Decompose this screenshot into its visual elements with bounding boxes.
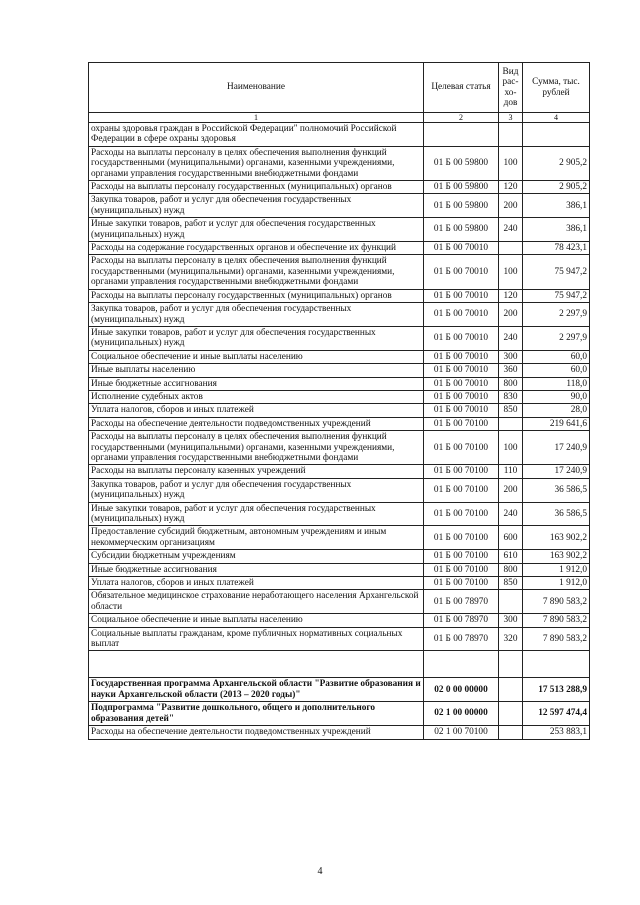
cell-code: 01 Б 00 70010 (424, 377, 499, 390)
table-row (89, 255, 590, 289)
cell-sum: 75 947,2 (523, 255, 590, 289)
table-row (89, 123, 590, 147)
cell-sum: 7 890 583,2 (523, 614, 590, 627)
table-row (89, 242, 590, 255)
cell-code: 01 Б 00 59800 (424, 146, 499, 180)
cell-code: 01 Б 00 78970 (424, 627, 499, 651)
cell-sum: 17 240,9 (523, 431, 590, 465)
cell-name (89, 651, 424, 678)
cell-vid: 830 (499, 390, 523, 403)
cell-sum: 17 240,9 (523, 465, 590, 478)
cell-code: 01 Б 00 70100 (424, 465, 499, 478)
cell-name: Социальные выплаты гражданам, кроме публичных нормативных социальных выплат (89, 627, 424, 651)
cell-code: 01 Б 00 70010 (424, 303, 499, 327)
cell-vid (499, 651, 523, 678)
cell-name: Обязательное медицинское страхование неработающего населения Архангельской области (89, 590, 424, 614)
cell-sum: 90,0 (523, 390, 590, 403)
table-row (89, 550, 590, 563)
cell-name: Подпрограмма "Развитие дошкольного, общего и дополнительного образования детей" (89, 702, 424, 726)
cell-name: Расходы на выплаты персоналу в целях обеспечения выполнения функций государственными (муниципальными) органами, казенными учреждениями, органами управления государственными внебюджетными фондами (89, 255, 424, 289)
cell-sum: 12 597 474,4 (523, 702, 590, 726)
cell-code: 01 Б 00 70010 (424, 350, 499, 363)
cell-sum: 28,0 (523, 404, 590, 417)
cell-vid (499, 702, 523, 726)
cell-name: Государственная программа Архангельской области "Развитие образования и науки Архангельской области (2013 – 2020 годы)" (89, 678, 424, 702)
cell-vid (499, 590, 523, 614)
cell-vid: 200 (499, 194, 523, 218)
cell-sum: 1 912,0 (523, 577, 590, 590)
cell-sum: 78 423,1 (523, 242, 590, 255)
table-row (89, 417, 590, 430)
cell-name: Расходы на выплаты персоналу в целях обеспечения выполнения функций государственными (муниципальными) органами, казенными учреждениями, органами управления государственными внебюджетными фондами (89, 146, 424, 180)
cell-vid: 100 (499, 431, 523, 465)
table-row (89, 651, 590, 678)
cell-vid: 240 (499, 502, 523, 526)
cell-code: 01 Б 00 70100 (424, 526, 499, 550)
cell-vid: 300 (499, 614, 523, 627)
cell-code: 02 1 00 70100 (424, 726, 499, 739)
cell-vid: 850 (499, 577, 523, 590)
cell-sum: 1 912,0 (523, 563, 590, 576)
table-row (89, 326, 590, 350)
cell-name: Уплата налогов, сборов и иных платежей (89, 404, 424, 417)
cell-vid (499, 678, 523, 702)
cell-name: Расходы на выплаты персоналу государственных (муниципальных) органов (89, 181, 424, 194)
header-name: Наименование (89, 63, 424, 113)
page-number: 4 (317, 866, 323, 877)
cell-sum: 118,0 (523, 377, 590, 390)
cell-vid: 100 (499, 146, 523, 180)
cell-code: 01 Б 00 59800 (424, 181, 499, 194)
cell-name: Иные закупки товаров, работ и услуг для обеспечения государственных (муниципальных) нужд (89, 218, 424, 242)
cell-code (424, 651, 499, 678)
table-row (89, 702, 590, 726)
cell-vid: 800 (499, 377, 523, 390)
cell-vid: 300 (499, 350, 523, 363)
table-body (89, 123, 590, 740)
table-row (89, 194, 590, 218)
cell-code: 02 1 00 00000 (424, 702, 499, 726)
cell-vid (499, 417, 523, 430)
cell-code: 01 Б 00 70010 (424, 364, 499, 377)
cell-code (424, 123, 499, 147)
cell-name: Расходы на выплаты персоналу в целях обеспечения выполнения функций государственными (муниципальными) органами, казенными учреждениями, органами управления государственными внебюджетными фондами (89, 431, 424, 465)
cell-name: Расходы на содержание государственных органов и обеспечение их функций (89, 242, 424, 255)
cell-vid: 800 (499, 563, 523, 576)
column-number: 3 (499, 113, 523, 123)
cell-vid: 120 (499, 181, 523, 194)
cell-code: 01 Б 00 70010 (424, 289, 499, 302)
cell-name: Субсидии бюджетным учреждениям (89, 550, 424, 563)
cell-code: 01 Б 00 78970 (424, 590, 499, 614)
table-row (89, 218, 590, 242)
cell-vid: 320 (499, 627, 523, 651)
table-row (89, 726, 590, 739)
cell-vid: 610 (499, 550, 523, 563)
cell-name: охраны здоровья граждан в Российской Федерации" полномочий Российской Федерации в сфере охраны здоровья (89, 123, 424, 147)
cell-code: 01 Б 00 70010 (424, 326, 499, 350)
cell-name: Закупка товаров, работ и услуг для обеспечения государственных (муниципальных) нужд (89, 303, 424, 327)
cell-vid: 360 (499, 364, 523, 377)
table-row (89, 590, 590, 614)
column-number: 1 (89, 113, 424, 123)
cell-code: 01 Б 00 70010 (424, 404, 499, 417)
cell-vid: 100 (499, 255, 523, 289)
cell-sum (523, 651, 590, 678)
table-row (89, 303, 590, 327)
cell-sum: 60,0 (523, 350, 590, 363)
cell-vid: 850 (499, 404, 523, 417)
table-row (89, 563, 590, 576)
cell-name: Иные закупки товаров, работ и услуг для обеспечения государственных (муниципальных) нужд (89, 326, 424, 350)
cell-sum: 7 890 583,2 (523, 590, 590, 614)
cell-name: Иные закупки товаров, работ и услуг для обеспечения государственных (муниципальных) нужд (89, 502, 424, 526)
cell-sum: 253 883,1 (523, 726, 590, 739)
table-row (89, 627, 590, 651)
cell-sum: 163 902,2 (523, 550, 590, 563)
cell-name: Социальное обеспечение и иные выплаты населению (89, 350, 424, 363)
cell-name: Иные бюджетные ассигнования (89, 377, 424, 390)
table-row (89, 146, 590, 180)
header-sum: Сумма, тыс. рублей (523, 63, 590, 113)
table-row (89, 577, 590, 590)
cell-name: Исполнение судебных актов (89, 390, 424, 403)
cell-name: Иные бюджетные ассигнования (89, 563, 424, 576)
cell-sum: 2 297,9 (523, 326, 590, 350)
cell-code: 01 Б 00 70010 (424, 255, 499, 289)
table-row (89, 390, 590, 403)
cell-name: Расходы на обеспечение деятельности подведомственных учреждений (89, 417, 424, 430)
cell-name: Предоставление субсидий бюджетным, автономным учреждениям и иным некоммерческим организациям (89, 526, 424, 550)
cell-code: 01 Б 00 59800 (424, 218, 499, 242)
cell-sum: 36 586,5 (523, 478, 590, 502)
cell-sum: 386,1 (523, 194, 590, 218)
table-row (89, 614, 590, 627)
column-number: 2 (424, 113, 499, 123)
table-row (89, 364, 590, 377)
cell-code: 01 Б 00 70100 (424, 417, 499, 430)
table-row (89, 502, 590, 526)
budget-table (88, 62, 590, 740)
cell-code: 01 Б 00 70100 (424, 563, 499, 576)
cell-code: 01 Б 00 59800 (424, 194, 499, 218)
table-row (89, 350, 590, 363)
cell-vid: 200 (499, 478, 523, 502)
cell-sum: 2 905,2 (523, 181, 590, 194)
table-row (89, 465, 590, 478)
cell-name: Иные выплаты населению (89, 364, 424, 377)
table-row (89, 377, 590, 390)
table-header (89, 63, 590, 123)
cell-code: 01 Б 00 70100 (424, 577, 499, 590)
table-row (89, 181, 590, 194)
cell-vid: 200 (499, 303, 523, 327)
header-code: Целевая статья (424, 63, 499, 113)
cell-vid: 600 (499, 526, 523, 550)
cell-vid: 240 (499, 218, 523, 242)
table-row (89, 678, 590, 702)
cell-code: 01 Б 00 70100 (424, 478, 499, 502)
cell-sum: 386,1 (523, 218, 590, 242)
cell-sum: 60,0 (523, 364, 590, 377)
cell-name: Расходы на выплаты персоналу казенных учреждений (89, 465, 424, 478)
document-page (88, 62, 589, 740)
cell-sum: 163 902,2 (523, 526, 590, 550)
cell-vid (499, 726, 523, 739)
cell-code: 01 Б 00 70100 (424, 431, 499, 465)
cell-code: 01 Б 00 70010 (424, 242, 499, 255)
cell-sum: 17 513 288,9 (523, 678, 590, 702)
table-row (89, 289, 590, 302)
cell-vid (499, 123, 523, 147)
table-row (89, 526, 590, 550)
cell-vid: 120 (499, 289, 523, 302)
cell-code: 01 Б 00 70100 (424, 502, 499, 526)
header-vid: Вид рас- хо- дов (499, 63, 523, 113)
cell-name: Закупка товаров, работ и услуг для обеспечения государственных (муниципальных) нужд (89, 194, 424, 218)
table-row (89, 404, 590, 417)
cell-sum: 7 890 583,2 (523, 627, 590, 651)
cell-sum: 2 905,2 (523, 146, 590, 180)
cell-sum (523, 123, 590, 147)
cell-code: 01 Б 00 78970 (424, 614, 499, 627)
table-row (89, 431, 590, 465)
cell-name: Закупка товаров, работ и услуг для обеспечения государственных (муниципальных) нужд (89, 478, 424, 502)
table-row (89, 478, 590, 502)
column-number: 4 (523, 113, 590, 123)
cell-vid (499, 242, 523, 255)
cell-sum: 36 586,5 (523, 502, 590, 526)
cell-vid: 240 (499, 326, 523, 350)
cell-sum: 219 641,6 (523, 417, 590, 430)
cell-name: Расходы на обеспечение деятельности подведомственных учреждений (89, 726, 424, 739)
cell-sum: 75 947,2 (523, 289, 590, 302)
cell-name: Уплата налогов, сборов и иных платежей (89, 577, 424, 590)
cell-code: 01 Б 00 70010 (424, 390, 499, 403)
cell-code: 01 Б 00 70100 (424, 550, 499, 563)
cell-code: 02 0 00 00000 (424, 678, 499, 702)
cell-name: Социальное обеспечение и иные выплаты населению (89, 614, 424, 627)
cell-sum: 2 297,9 (523, 303, 590, 327)
cell-name: Расходы на выплаты персоналу государственных (муниципальных) органов (89, 289, 424, 302)
cell-vid: 110 (499, 465, 523, 478)
